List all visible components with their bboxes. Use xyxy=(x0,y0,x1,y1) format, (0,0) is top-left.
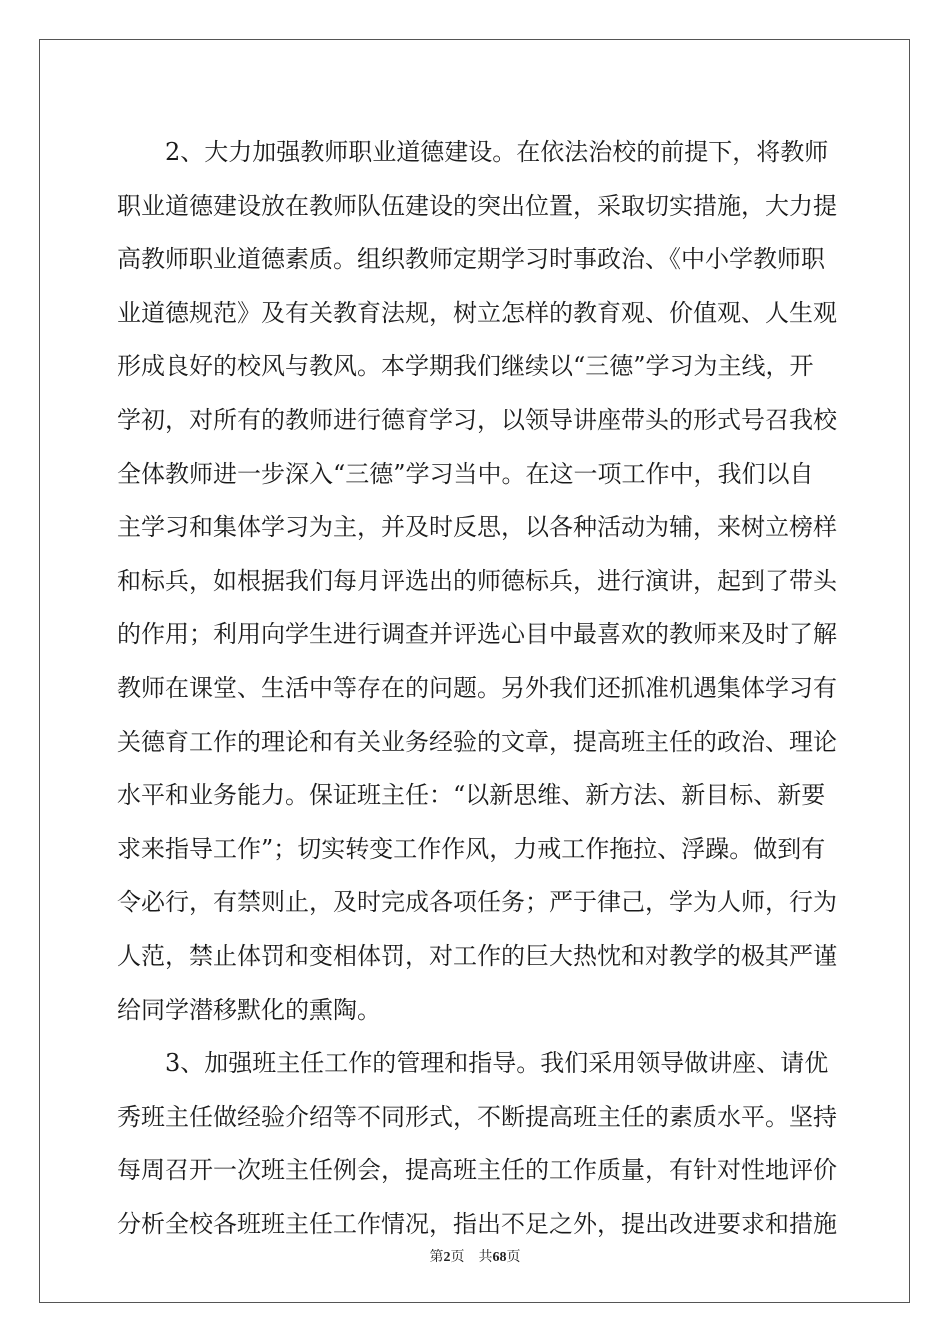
text-line: 全体教师进一步深入“三德”学习当中。在这一项工作中，我们以自 xyxy=(117,459,814,488)
total-pages-prefix: 共 xyxy=(478,1249,493,1265)
text-line: 分析全校各班班主任工作情况，指出不足之外，提出改进要求和措施 xyxy=(117,1209,837,1238)
text-line: 的作用；利用向学生进行调查并评选心目中最喜欢的教师来及时了解 xyxy=(117,620,837,649)
text-line: 和标兵，如根据我们每月评选出的师德标兵，进行演讲，起到了带头 xyxy=(117,566,837,595)
text-line: 求来指导工作”；切实转变工作作风，力戒工作拖拉、浮躁。做到有 xyxy=(117,834,826,863)
text-line: 3、加强班主任工作的管理和指导。我们采用领导做讲座、请优 xyxy=(165,1049,829,1078)
page-footer xyxy=(0,1246,950,1266)
text-line: 水平和业务能力。保证班主任：“以新思维、新方法、新目标、新要 xyxy=(117,781,826,810)
page-number-prefix: 第 xyxy=(429,1249,444,1265)
total-pages-suffix: 页 xyxy=(506,1249,521,1265)
text-line: 业道德规范》及有关教育法规，树立怎样的教育观、价值观、人生观 xyxy=(117,298,837,327)
text-line: 每周召开一次班主任例会，提高班主任的工作质量，有针对性地评价 xyxy=(117,1156,837,1185)
text-line: 2、大力加强教师职业道德建设。在依法治校的前提下，将教师 xyxy=(165,138,829,166)
text-line: 人范，禁止体罚和变相体罚，对工作的巨大热忱和对教学的极其严谨 xyxy=(117,941,837,970)
text-line: 秀班主任做经验介绍等不同形式，不断提高班主任的素质水平。坚持 xyxy=(117,1102,837,1131)
total-pages: 68 xyxy=(492,1250,507,1265)
text-line: 高教师职业道德素质。组织教师定期学习时事政治、《中小学教师职 xyxy=(117,245,825,274)
text-line: 教师在课堂、生活中等存在的问题。另外我们还抓准机遇集体学习有 xyxy=(117,673,837,702)
page-number: 2 xyxy=(443,1250,451,1265)
text-line: 给同学潜移默化的熏陶。 xyxy=(117,995,381,1024)
text-line: 令必行，有禁则止，及时完成各项任务；严于律己，学为人师，行为 xyxy=(117,888,837,917)
text-line: 主学习和集体学习为主，并及时反思，以各种活动为辅，来树立榜样 xyxy=(117,513,837,542)
text-line: 形成良好的校风与教风。本学期我们继续以“三德”学习为主线，开 xyxy=(117,352,814,381)
text-line: 学初，对所有的教师进行德育学习，以领导讲座带头的形式号召我校 xyxy=(117,405,837,434)
document-body xyxy=(117,126,837,1251)
text-line: 职业道德建设放在教师队伍建设的突出位置，采取切实措施，大力提 xyxy=(117,191,837,220)
text-line: 关德育工作的理论和有关业务经验的文章，提高班主任的政治、理论 xyxy=(117,727,837,756)
page-number-suffix: 页 xyxy=(450,1249,465,1265)
